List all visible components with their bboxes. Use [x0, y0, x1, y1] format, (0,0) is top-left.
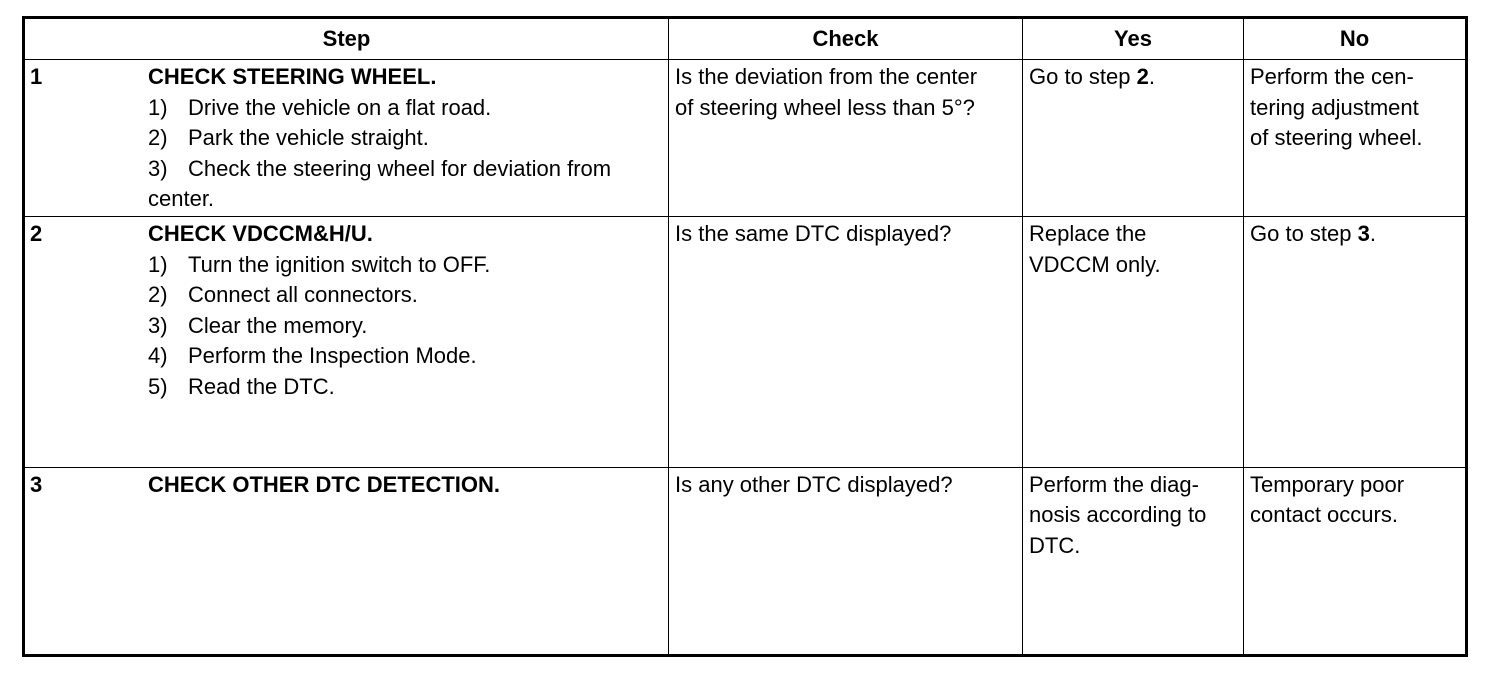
substep-text: Clear the memory. — [188, 312, 368, 338]
substep — [148, 341, 662, 372]
substep-text: Check the steering wheel for deviation from — [188, 155, 612, 181]
substep-number: 5) — [148, 373, 168, 399]
check-line: Is the deviation from the center — [675, 64, 978, 89]
header-row — [24, 18, 1467, 60]
step-number: 1 — [30, 64, 43, 89]
check-line: Is the same DTC displayed? — [675, 221, 952, 247]
table-row — [24, 60, 1467, 217]
substep-number: 1) — [148, 94, 168, 120]
substep-text: Drive the vehicle on a flat road. — [188, 94, 492, 120]
no-text: Go to step — [1250, 221, 1358, 247]
substep-text: Read the DTC. — [188, 373, 335, 399]
substep-list — [148, 250, 662, 403]
substep-number: 4) — [148, 343, 168, 369]
step-number: 2 — [30, 221, 43, 247]
yes-line: Perform the diag- — [1029, 471, 1199, 497]
substep-list — [148, 93, 662, 215]
yes-line: VDCCM only. — [1029, 251, 1161, 277]
step-body — [148, 468, 668, 501]
table-row — [24, 217, 1467, 467]
step-number: 3 — [30, 471, 43, 497]
step-reference: 2 — [1136, 64, 1149, 89]
step-body — [148, 217, 668, 402]
step-cell — [24, 217, 669, 467]
substep-text: Park the vehicle straight. — [188, 125, 429, 150]
check-cell — [669, 467, 1023, 655]
header-no: No — [1244, 18, 1467, 60]
header-step: Step — [24, 18, 669, 60]
no-line: contact occurs. — [1250, 502, 1398, 528]
check-cell — [669, 217, 1023, 467]
yes-cell — [1023, 60, 1244, 217]
check-cell — [669, 60, 1023, 217]
substep-number: 2) — [148, 125, 168, 150]
substep — [148, 250, 662, 281]
substep-text: Connect all connectors. — [188, 282, 418, 308]
step-cell — [24, 467, 669, 655]
step-cell — [24, 60, 669, 217]
substep-number: 3) — [148, 155, 168, 181]
header-check: Check — [669, 18, 1023, 60]
diagnostic-table — [22, 16, 1468, 657]
yes-line: DTC. — [1029, 532, 1081, 558]
no-cell — [1244, 217, 1467, 467]
step-reference: 3 — [1357, 221, 1370, 247]
step-title: CHECK VDCCM&H/U. — [148, 221, 373, 247]
substep — [148, 280, 662, 311]
substep-number: 1) — [148, 251, 168, 277]
no-line: tering adjustment — [1250, 94, 1419, 120]
no-cell — [1244, 467, 1467, 655]
yes-text: Go to step — [1029, 64, 1137, 89]
substep-text: Perform the Inspection Mode. — [188, 343, 477, 369]
substep — [148, 123, 662, 154]
header-yes: Yes — [1023, 18, 1244, 60]
no-suffix: . — [1369, 221, 1376, 247]
substep-number: 2) — [148, 282, 168, 308]
substep-text: Turn the ignition switch to OFF. — [188, 251, 491, 277]
substep-number: 3) — [148, 312, 168, 338]
no-line: Temporary poor — [1250, 471, 1405, 497]
check-line: Is any other DTC displayed? — [675, 471, 953, 497]
substep — [148, 372, 662, 403]
step-title: CHECK STEERING WHEEL. — [148, 64, 437, 89]
substep — [148, 154, 662, 185]
yes-line: nosis according to — [1029, 502, 1207, 528]
substep — [148, 311, 662, 342]
no-line: of steering wheel. — [1250, 125, 1423, 150]
yes-cell — [1023, 217, 1244, 467]
yes-suffix: . — [1148, 64, 1155, 89]
no-cell — [1244, 60, 1467, 217]
table-row — [24, 467, 1467, 655]
yes-cell — [1023, 467, 1244, 655]
yes-line: Replace the — [1029, 221, 1147, 247]
substep — [148, 93, 662, 124]
substep-continuation: center. — [148, 186, 215, 211]
step-title: CHECK OTHER DTC DETECTION. — [148, 471, 500, 497]
check-line: of steering wheel less than 5°? — [675, 94, 975, 120]
no-line: Perform the cen- — [1250, 64, 1414, 89]
step-body — [148, 60, 668, 215]
